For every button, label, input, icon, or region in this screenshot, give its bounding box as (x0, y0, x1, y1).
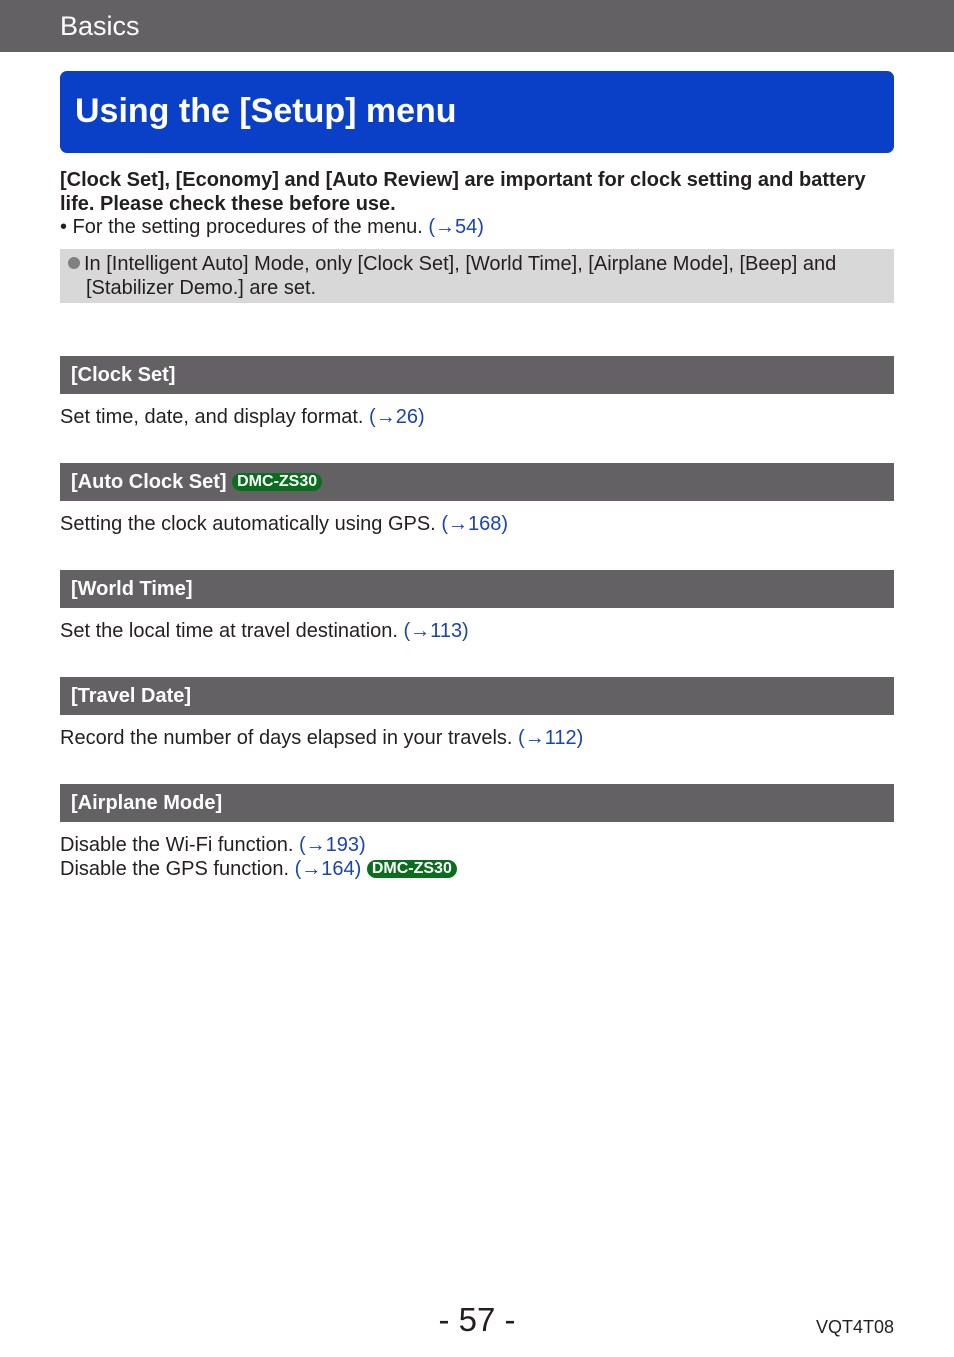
section-text-world-time (60, 619, 894, 643)
section-heading-label: [Travel Date] (71, 685, 192, 707)
page-title: Using the [Setup] menu (75, 92, 457, 130)
section-desc: Disable the Wi-Fi function. (60, 834, 299, 856)
section-heading-label: [Airplane Mode] (71, 792, 223, 814)
section-text-travel-date (60, 726, 894, 750)
section-heading-label: [Clock Set] (71, 364, 176, 386)
model-badge: DMC-ZS30 (232, 473, 322, 491)
section-heading-label: [World Time] (71, 578, 193, 600)
section-text-auto-clock-set (60, 512, 894, 536)
intro-bullet-text: • For the setting procedures of the menu. (60, 216, 429, 238)
page-title-banner (60, 71, 894, 153)
section-heading-world-time (60, 570, 894, 608)
section-desc: Record the number of days elapsed in your travels. (60, 727, 519, 749)
section-name: Basics (60, 11, 140, 41)
section-text-airplane-mode (60, 833, 894, 881)
link-page-193[interactable]: (→193) (298, 834, 366, 856)
link-page-54[interactable]: (→54) (428, 216, 484, 238)
document-code: VQT4T08 (815, 1317, 894, 1337)
page-number: - 57 - (438, 1301, 516, 1338)
model-badge: DMC-ZS30 (367, 860, 457, 878)
section-heading-airplane-mode (60, 784, 894, 822)
section-heading-clock-set (60, 356, 894, 394)
intro-bullet (60, 215, 484, 239)
link-page-112[interactable]: (→112) (518, 727, 584, 749)
section-text-clock-set (60, 405, 894, 429)
note-line-2: [Stabilizer Demo.] are set. (86, 277, 317, 299)
section-heading-travel-date (60, 677, 894, 715)
top-header-bar (0, 0, 954, 52)
bullet-dot-icon (68, 257, 80, 269)
section-desc-2: Disable the GPS function. (60, 858, 295, 880)
section-heading-auto-clock-set (60, 463, 894, 501)
section-desc: Setting the clock automatically using GPS. (60, 513, 442, 535)
link-page-26[interactable]: (→26) (369, 406, 425, 428)
link-page-164[interactable]: (→164) (294, 858, 362, 880)
link-page-113[interactable]: (→113) (403, 620, 469, 642)
note-line-1: In [Intelligent Auto] Mode, only [Clock Set], [World Time], [Airplane Mode], [Beep] and (84, 253, 837, 275)
note-box (60, 249, 894, 303)
section-desc: Set time, date, and display format. (60, 406, 370, 428)
section-heading-label: [Auto Clock Set] (71, 471, 227, 493)
link-page-168[interactable]: (→168) (441, 513, 509, 535)
intro-text: [Clock Set], [Economy] and [Auto Review] are important for clock setting and battery life. Please check these before use. (60, 169, 866, 215)
section-desc: Set the local time at travel destination. (60, 620, 404, 642)
